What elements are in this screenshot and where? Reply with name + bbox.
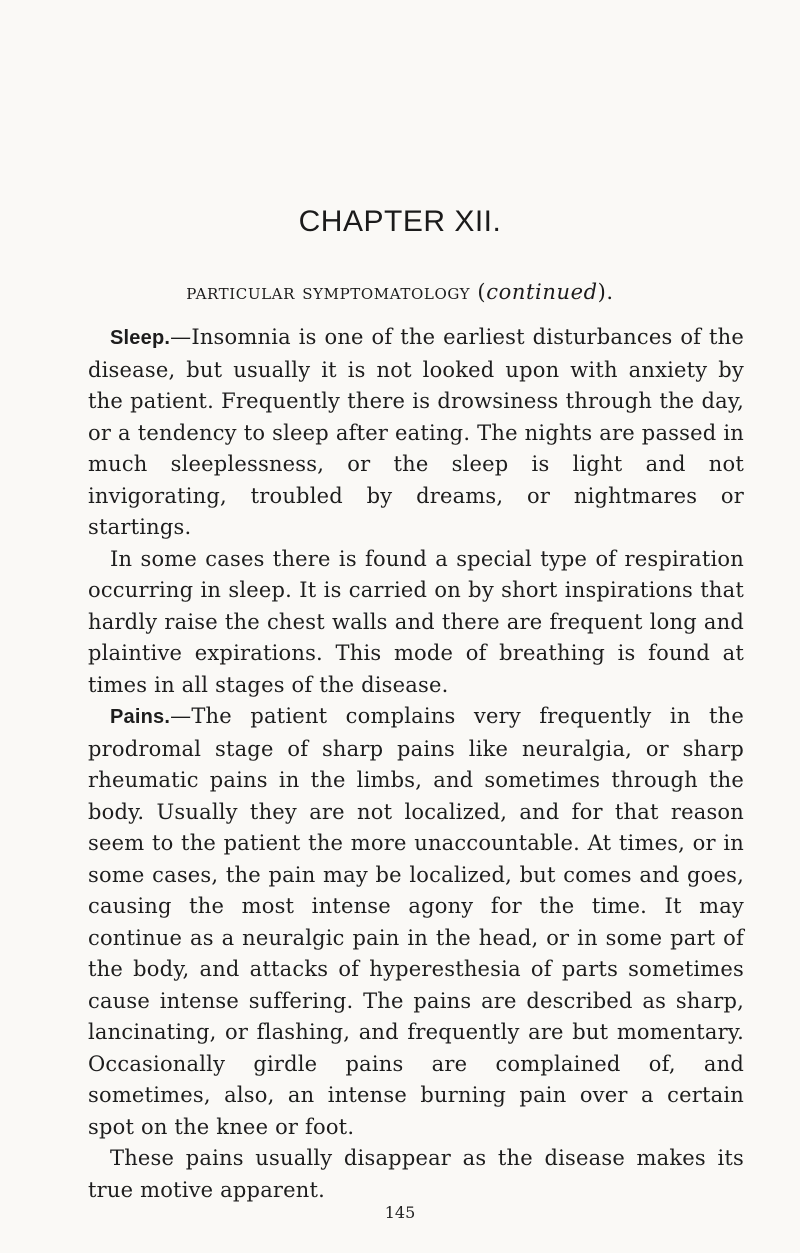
chapter-title: CHAPTER XII.	[298, 205, 502, 238]
page-number: 145	[384, 1203, 416, 1222]
section-heading-pains: Pains.	[110, 706, 171, 728]
paragraph-respiration: In some cases there is found a special type of respiration occurring in sleep. It is carried on by short inspirations that hardly raise the chest walls and there are frequent long and plaintive expirations. This mode of breathing is found at times in all stages of the disease.	[88, 546, 744, 697]
paragraph-text: —The patient complains very frequently in the prodromal stage of sharp pains like neuralgia, or sharp rheumatic pains in the limbs, and sometimes through the body. Usually they are not localized, and for that reason seem to the patient the more unaccountable. At times, or in some cases, the pain may be localized, but comes and goes, causing the most intense agony for the time. It may continue as a neuralgic pain in the head, or in some part of the body, and attacks of hyperesthesia of parts sometimes cause intense suffering. The pains are described as sharp, lancinating, or flashing, and frequently are but momentary. Occasionally girdle pains are complained of, and sometimes, also, an intense burning pain over a certain spot on the knee or foot.	[88, 704, 744, 1139]
subtitle-open-paren: (	[470, 280, 487, 304]
subtitle-continued: continued	[486, 280, 598, 304]
paragraph-text: —Insomnia is one of the earliest disturbances of the disease, but usually it is not looked upon with anxiety by the patient. Frequently there is drowsiness through the day, or a tendency to sleep after eating. The nights are passed in much sleeplessness, or the sleep is light and not invigorating, troubled by dreams, or nightmares or startings.	[88, 325, 744, 539]
section-heading-sleep: Sleep.	[110, 327, 171, 349]
chapter-subtitle	[0, 280, 800, 304]
body-text	[88, 322, 744, 1206]
paragraph-pains-conclusion: These pains usually disappear as the disease makes its true motive apparent.	[88, 1146, 744, 1202]
paragraph-sleep	[88, 322, 744, 544]
subtitle-main: particular symptomatology	[186, 280, 471, 304]
paragraph-pains	[88, 701, 744, 1143]
subtitle-close-paren: ).	[597, 280, 614, 304]
